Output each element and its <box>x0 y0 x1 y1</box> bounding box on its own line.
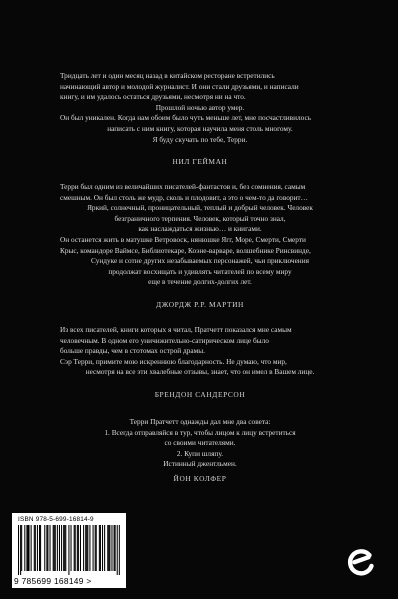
quote-line: смешным. Он был столь же мудр, сколь и плодовит, а это о чем-то да говорит… <box>60 192 308 202</box>
barcode-bar <box>24 525 25 571</box>
quote-line: Он был уникален. Когда нам обоим было чуть меньше лет, мне посчастливилось <box>60 113 312 123</box>
barcode-bar <box>119 525 120 575</box>
barcode-bar <box>104 525 105 571</box>
quote-text <box>60 417 340 470</box>
quote-gaiman <box>60 71 340 145</box>
quote-sanderson <box>60 325 340 378</box>
barcode-bar <box>93 525 94 571</box>
quote-line: Тридцать лет и один месяц назад в китайском ресторане встретились <box>60 71 275 80</box>
barcode-bar <box>102 525 103 571</box>
isbn-barcode <box>12 513 126 588</box>
barcode-bar <box>26 525 27 571</box>
quote-line: Терри был одним из величайших писателей-фантастов и, без сомнения, самым <box>60 182 306 191</box>
barcode-bar <box>59 525 60 571</box>
barcode-bar <box>65 525 66 571</box>
barcode-bar <box>74 525 75 571</box>
quote-author: ДЖОРДЖ Р.Р. МАРТИН <box>156 300 244 309</box>
barcode-bar <box>29 525 30 571</box>
barcode-bar <box>117 525 118 575</box>
barcode-bar <box>55 525 56 571</box>
isbn-label: ISBN 978-5-699-16814-9 <box>18 516 94 523</box>
barcode-bar <box>44 525 45 571</box>
barcode-digits: 9 785699 168149 > <box>14 576 92 586</box>
barcode-bar <box>50 525 51 571</box>
quote-line: написать с ним книгу, которая научила меня столь многому. <box>107 123 293 133</box>
barcode-bar <box>80 525 81 571</box>
barcode-bar <box>89 525 90 571</box>
quote-line: со своими читателями. <box>164 438 236 448</box>
quote-line: человечным. В одном его уничижительно-сатирическом лице было <box>60 335 269 345</box>
barcode-bar <box>78 525 79 571</box>
quote-text <box>60 71 340 145</box>
quote-text <box>60 325 340 378</box>
barcode-bar <box>115 525 116 571</box>
barcode-bar <box>68 525 69 575</box>
barcode-bar <box>35 525 36 571</box>
quote-line: Я буду скучать по тебе, Терри. <box>152 134 248 144</box>
quote-line: 1. Всегда отправляйся в тур, чтобы лицом к лицу встретиться <box>104 427 296 437</box>
barcode-bar <box>27 525 28 571</box>
barcode-bar <box>34 525 35 571</box>
quote-line: Он останется жить в матушке Ветровоск, нянюшке Ягг, Море, Смерти, Смерти <box>60 234 306 244</box>
barcode-bar <box>100 525 101 571</box>
barcode-bar <box>47 525 48 571</box>
barcode-bar <box>83 525 84 571</box>
quote-line: Яркий, солнечный, проницательный, теплый и добрый человек. Человек <box>87 203 313 213</box>
barcode-bar <box>108 525 109 571</box>
barcode-bar <box>87 525 88 571</box>
barcode-bar <box>53 525 54 571</box>
barcode-bar <box>37 525 38 571</box>
barcode-bar <box>18 525 19 575</box>
barcode-bar <box>75 525 76 571</box>
quote-text <box>60 182 340 288</box>
barcode-bar <box>21 525 22 571</box>
quote-line: начинающий автор и молодой журналист. И они стали друзьями, и написали <box>60 81 299 91</box>
barcode-bar <box>64 525 65 571</box>
barcode-bar <box>114 525 115 571</box>
barcode-bar <box>85 525 86 571</box>
quote-martin <box>60 182 340 288</box>
barcode-bar <box>77 525 78 571</box>
quote-colfer <box>60 417 340 470</box>
barcode-bar <box>71 525 72 571</box>
quote-line: Сэр Терри, примите мою искреннюю благодарность. Не думаю, что мир, <box>60 356 287 366</box>
quote-line: Прошлой ночью автор умер. <box>155 102 245 112</box>
quote-line: Сундуке и сотне других незабываемых персонажей, чьи приключения <box>91 256 309 266</box>
quote-line: несмотря на все эти хвалебные отзывы, знает, что он имел в Вашем лице. <box>85 367 315 377</box>
quote-line: Терри Пратчетт однажды дал мне два совета: <box>129 417 271 426</box>
barcode-bar <box>20 525 21 575</box>
quote-line: продолжат восхищать и удивлять читателей по всему миру <box>108 266 292 276</box>
barcode-bar <box>86 525 87 571</box>
barcode-bar <box>63 525 64 571</box>
quote-line: книгу, и им удалось остаться друзьями, несмотря ни на что. <box>60 92 246 102</box>
barcode-bar <box>31 525 32 571</box>
barcode-bar <box>54 525 55 571</box>
barcode-bars <box>18 525 120 575</box>
barcode-bar <box>107 525 108 571</box>
quote-line: как наслаждаться жизнью… и книгами. <box>138 224 262 234</box>
barcode-bar <box>99 525 100 571</box>
quote-author: ЙОН КОЛФЕР <box>173 474 227 483</box>
quote-author: БРЕНДОН САНДЕРСОН <box>154 390 246 399</box>
quote-line: Из всех писателей, книги которых я читал, Пратчетт показался мне самым <box>60 325 292 334</box>
barcode-bar <box>96 525 97 571</box>
quote-line: больше правды, чем в стотомах острой драмы. <box>60 346 205 356</box>
barcode-bar <box>61 525 62 571</box>
barcode-bar <box>95 525 96 571</box>
barcode-bar <box>57 525 58 571</box>
quote-line: Крыс, командоре Ваймсе, Библиотекаре, Коэне-варваре, волшебнике Ринсвинде, <box>60 245 311 255</box>
barcode-bar <box>46 525 47 571</box>
barcode-bar <box>39 525 40 571</box>
barcode-bar <box>109 525 110 571</box>
quote-line: 2. Купи шляпу. <box>176 448 224 458</box>
quote-line: безграничного терпения. Человек, который точно знал, <box>114 213 286 223</box>
barcode-bar <box>40 525 41 571</box>
quote-line: еще в течение долгих-долгих лет. <box>148 277 252 287</box>
quote-line: Истинный джентльмен. <box>163 459 237 469</box>
quote-author: НИЛ ГЕЙМАН <box>172 157 228 166</box>
barcode-bar <box>111 525 112 571</box>
eksmo-e-icon <box>345 546 377 578</box>
